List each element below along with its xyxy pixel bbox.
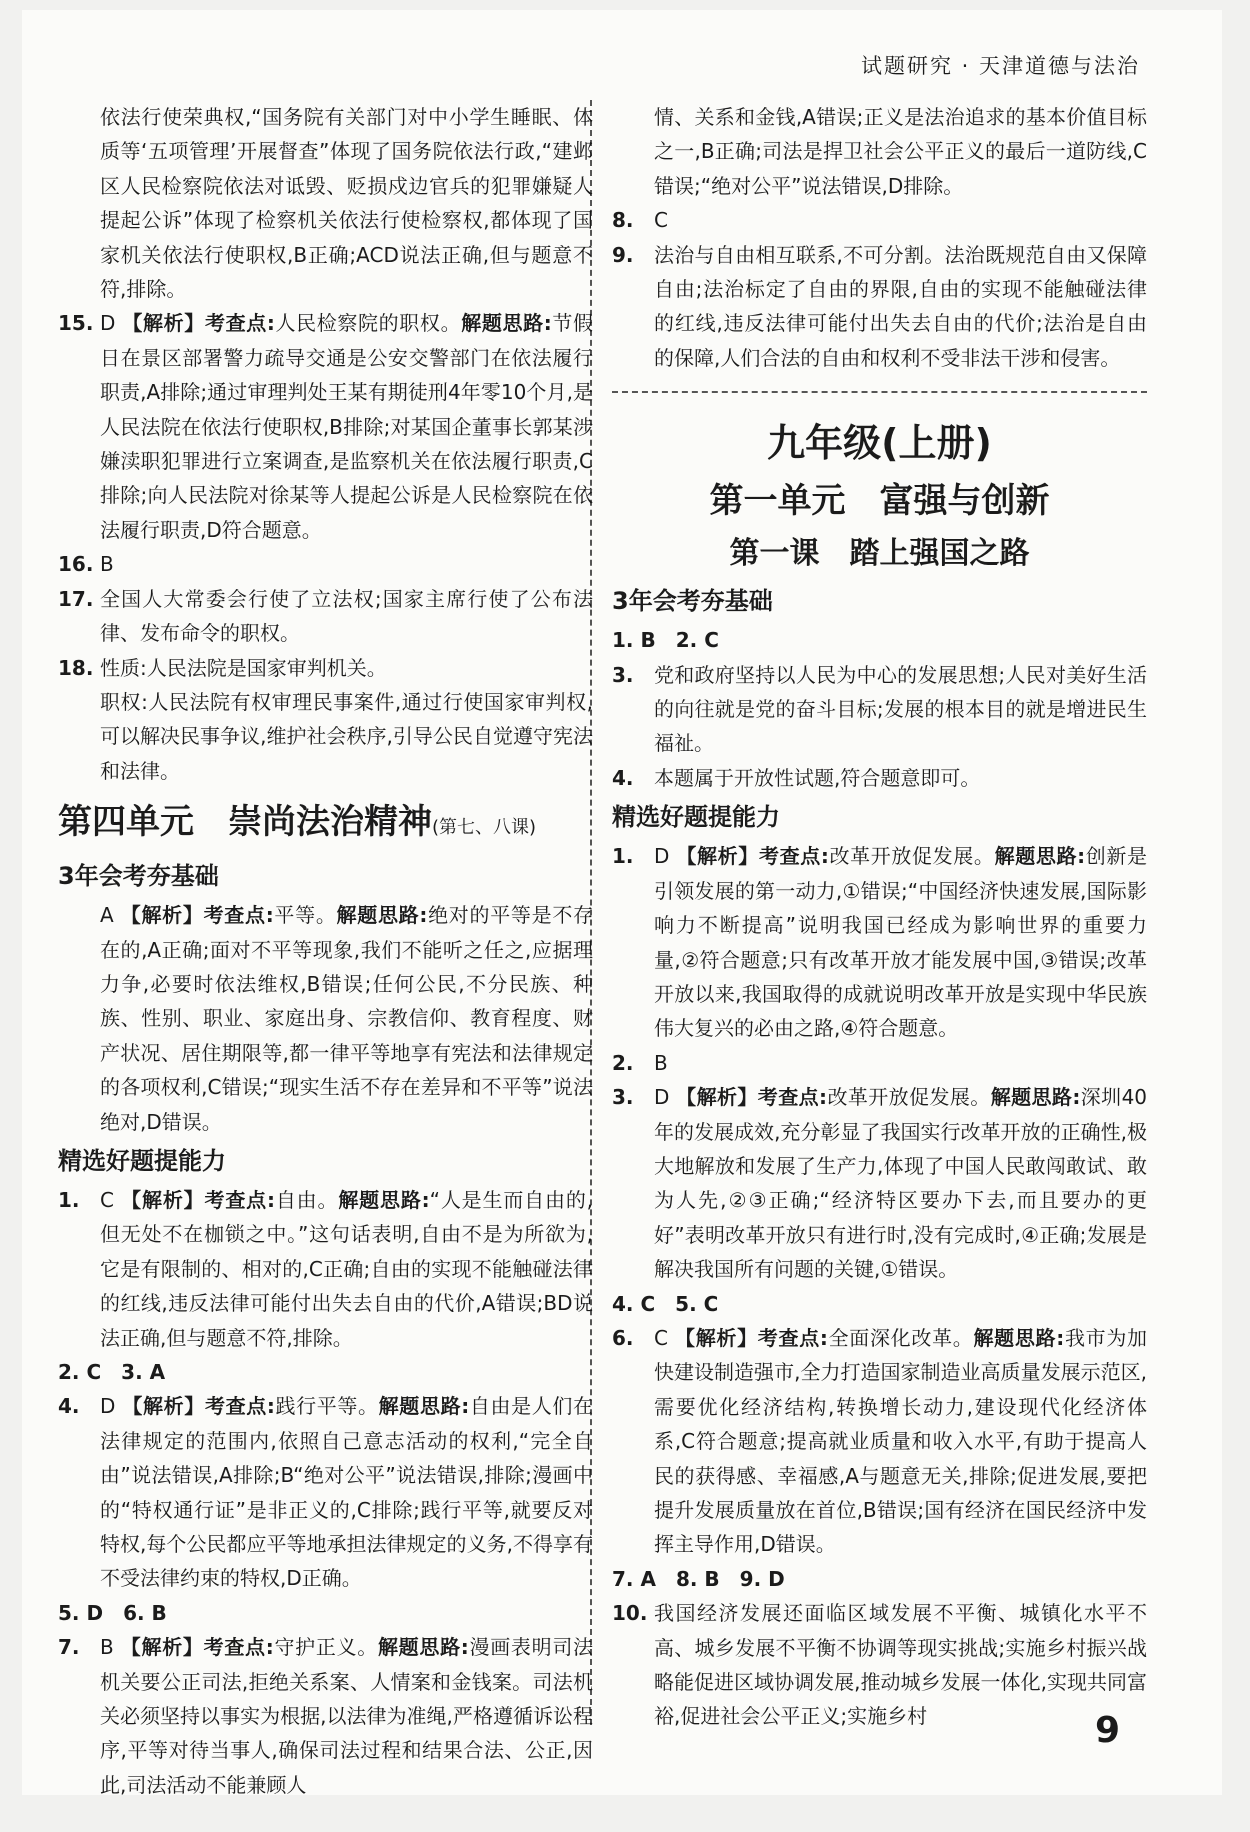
answer-15: 15. D 【解析】考查点:人民检察院的职权。解题思路:节假日在景区部署警力疏导交通是公安交警部门在依法履行职责,A排除;通过审理判处王某有期徒刑4年零10个月,是人民法院在依法行使职权,B排除;对某国企董事长郭某涉嫌渎职犯罪进行立案调查,是监察机关在依法履行职责,C排除;向人民法院对徐某等人提起公诉是人民检察院在依法履行职责,D符合题意。	[58, 311, 594, 542]
continued-text-right: 情、关系和金钱,A错误;正义是法治追求的基本价值目标之一,B正确;司法是捍卫社会公平正义的最后一道防线,C错误;“绝对公平”说法错误,D排除。	[654, 105, 1147, 198]
answer-3-basic: 3. 党和政府坚持以人民为中心的发展思想;人民对美好生活的向往就是党的奋斗目标;发展的根本目的就是增进民生福祉。	[612, 662, 1147, 756]
answer-3-improve: 3. D 【解析】考查点:改革开放促发展。解题思路:深圳40年的发展成效,充分彰显了我国实行改革开放的正确性,极大地解放和发展了生产力,体现了中国人民敢闯敢试、敢为人先,②③正确;“经济特区要办下去,而且要办的更好”表明改革开放只有进行时,没有完成时,④正确;发展是解决我国所有问题的关键,①错误。	[612, 1085, 1148, 1282]
answer-1-improve: 1. D 【解析】考查点:改革开放促发展。解题思路:创新是引领发展的第一动力,①错误;“中国经济快速发展,国际影响力不断提高”说明我国已经成为影响世界的重要力量,②符合题意;只有改革开放才能发展中国,③错误;改革开放以来,我国取得的成就说明改革开放是实现中华民族伟大复兴的必由之路,④符合题意。	[612, 844, 1148, 1041]
answer-10-improve: 10. 我国经济发展还面临区域发展不平衡、城镇化水平不高、城乡发展不平衡不协调等现实挑战;实施乡村振兴战略能促进区域协调发展,推动城乡发展一体化,实现共同富裕,促进社会公平正义;实施乡村	[612, 1601, 1147, 1729]
answer-8: 8. C	[612, 208, 668, 233]
basic-section-title: 3年会考夯基础	[58, 862, 219, 891]
left-column	[58, 100, 593, 1802]
answer-9: 9. 法治与自由相互联系,不可分割。法治既规范自由又保障自由;法治标定了自由的界限,自由的实现不能触碰法律的红线,违反法律可能付出失去自由的代价;法治是自由的保障,人们合法的自由和权利不受非法干涉和侵害。	[612, 242, 1147, 370]
answer-2-3: 2. C 3. A	[58, 1360, 166, 1384]
answer-6-improve: 6. C 【解析】考查点:全面深化改革。解题思路:我市为加快建设制造强市,全力打造国家制造业高质量发展示范区,需要优化经济结构,转换增长动力,建设现代化经济体系,C符合题意;提高就业质量和收入水平,有助于提高人民的获得感、幸福感,A与题意无关,排除;促进发展,要把提升发展质量放在首位,B错误;国有经济在国民经济中发挥主导作用,D错误。	[612, 1325, 1148, 1557]
page-number: 9	[1094, 1710, 1120, 1751]
unit1-title: 第一单元 富强与创新	[709, 481, 1050, 522]
answer-1-2: 1. B 2. C	[612, 628, 719, 653]
section-divider	[612, 391, 1147, 393]
answer-5-6: 5. D 6. B	[58, 1600, 167, 1625]
answer-4-5-improve: 4. C 5. C	[612, 1291, 719, 1316]
answer-4-basic: 4. 本题属于开放性试题,符合题意即可。	[612, 765, 981, 790]
basic-answer: A 【解析】考查点:平等。解题思路:绝对的平等是不存在的,A正确;面对不平等现象,我们不能听之任之,应据理力争,必要时依法维权,B错误;任何公民,不分民族、种族、性别、职业、家庭出身、宗教信仰、教育程度、财产状况、居住期限等,都一律平等地享有宪法和法律规定的各项权利,C错误;“现实生活不存在差异和不平等”说法绝对,D错误。	[100, 903, 594, 1134]
right-column	[612, 100, 1147, 1734]
answer-17: 17. 全国人大常委会行使了立法权;国家主席行使了公布法律、发布命令的职权。	[58, 586, 593, 646]
answer-1: 1. C 【解析】考查点:自由。解题思路:“人是生而自由的,但无处不在枷锁之中。”这句话表明,自由不是为所欲为,它是有限制的、相对的,C正确;自由的实现不能触碰法律的红线,违反法律可能付出失去自由的代价,A错误;BD说法正确,但与题意不符,排除。	[58, 1187, 594, 1350]
answer-18: 18. 性质:人民法院是国家审判机关。 职权:人民法院有权审理民事案件,通过行使国家审判权,可以解决民事争议,维护社会秩序,引导公民自觉遵守宪法和法律。	[58, 655, 593, 783]
continued-text: 依法行使荣典权,“国务院有关部门对中小学生睡眠、体质等‘五项管理’开展督查”体现了国务院依法行政,“建邺区人民检察院依法对诋毁、贬损戍边官兵的犯罪嫌疑人提起公诉”体现了检察机关依法行使检察权,都体现了国家机关依法行使职权,B正确;ACD说法正确,但与题意不符,排除。	[100, 105, 593, 302]
basic-section-title-right: 3年会考夯基础	[612, 587, 773, 616]
answer-16: 16. B	[58, 552, 114, 577]
improve-section-title: 精选好题提能力	[58, 1146, 226, 1175]
answer-4: 4. D 【解析】考查点:践行平等。解题思路:自由是人们在法律规定的范围内,依照自己意志活动的权利,“完全自由”说法错误,A排除;B“绝对公平”说法错误,排除;漫画中的“特权通行证”是非正义的,C排除;践行平等,就要反对特权,每个公民都应平等地承担法律规定的义务,不得享有不受法律约束的特权,D正确。	[58, 1394, 594, 1591]
improve-section-title-right: 精选好题提能力	[612, 803, 780, 832]
answer-2-improve: 2. B	[612, 1050, 668, 1075]
lesson-title: 第一课 踏上强国之路	[729, 536, 1030, 572]
answer-7-9-improve: 7. A 8. B 9. D	[612, 1566, 785, 1591]
running-header: 试题研究 · 天津道德与法治	[860, 54, 1140, 78]
grade-title: 九年级(上册)	[767, 421, 992, 466]
unit4-title: 第四单元 崇尚法治精神(第七、八课)	[58, 802, 537, 843]
answer-7: 7. B 【解析】考查点:守护正义。解题思路:漫画表明司法机关要公正司法,拒绝关系案、人情案和金钱案。司法机关必须坚持以事实为根据,以法律为准绳,严格遵循诉讼程序,平等对待当事人,确保司法过程和结果合法、公正,因此,司法活动不能兼顾人	[58, 1635, 594, 1797]
